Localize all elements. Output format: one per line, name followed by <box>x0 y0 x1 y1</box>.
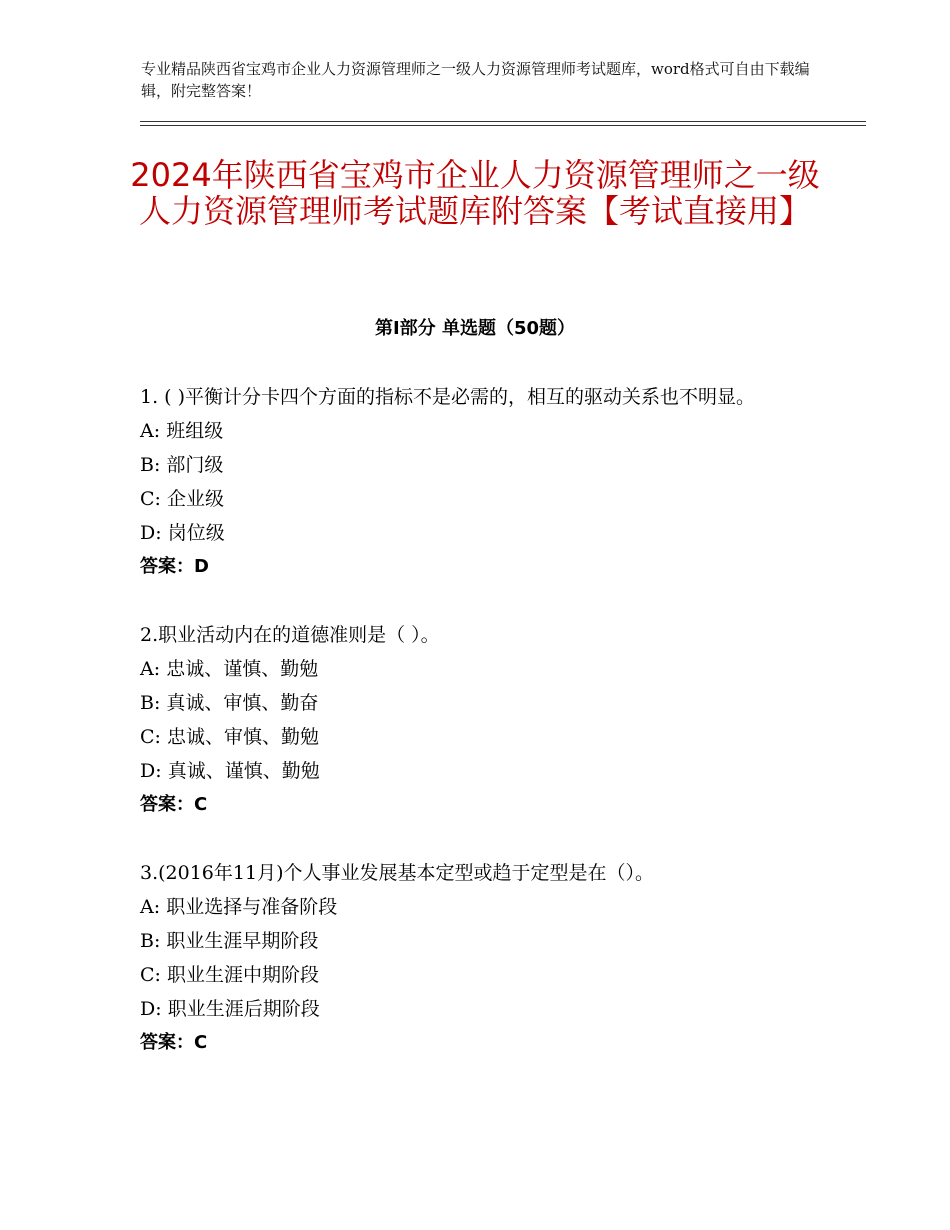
option-separator: : <box>153 896 167 918</box>
option-text: 真诚、谨慎、勤勉 <box>167 760 320 782</box>
option-text: 职业选择与准备阶段 <box>166 896 338 918</box>
option-separator: : <box>155 760 168 782</box>
question-1 <box>140 380 820 584</box>
option-letter: B <box>140 454 154 476</box>
option-text: 忠诚、谨慎、勤勉 <box>166 658 319 680</box>
option-letter: A <box>140 896 154 918</box>
option-b <box>140 924 820 958</box>
option-text: 职业生涯中期阶段 <box>167 964 320 986</box>
option-separator: : <box>154 488 167 510</box>
option-letter: D <box>140 760 156 782</box>
header-note: 专业精品陕西省宝鸡市企业人力资源管理师之一级人力资源管理师考试题库，word格式可自由下载编辑，附完整答案！ <box>141 60 810 100</box>
question-stem: 2.职业活动内在的道德准则是（ ）。 <box>140 624 440 646</box>
option-letter: C <box>140 726 155 748</box>
option-b <box>140 448 820 482</box>
option-separator: : <box>155 522 168 544</box>
option-a <box>140 414 820 448</box>
option-letter: A <box>140 658 154 680</box>
answer-line <box>140 1026 820 1060</box>
answer-label: 答案： <box>140 1032 194 1053</box>
option-letter: A <box>140 420 154 442</box>
document-title: 2024年陕西省宝鸡市企业人力资源管理师之一级人力资源管理师考试题库附答案【考试直接用】 <box>130 156 820 230</box>
option-c <box>140 720 820 754</box>
option-text: 岗位级 <box>167 522 225 544</box>
section-heading: 第Ⅰ部分 单选题（50题） <box>374 318 575 339</box>
answer-value: C <box>194 1032 208 1053</box>
question-stem: 1. ( )平衡计分卡四个方面的指标不是必需的，相互的驱动关系也不明显。 <box>140 386 756 408</box>
option-letter: D <box>140 998 156 1020</box>
option-letter: C <box>140 488 155 510</box>
option-c <box>140 958 820 992</box>
header-divider <box>140 121 866 126</box>
option-letter: B <box>140 692 154 714</box>
question-stem: 3.(2016年11月)个人事业发展基本定型或趋于定型是在（）。 <box>140 862 654 884</box>
option-letter: C <box>140 964 155 986</box>
option-text: 部门级 <box>166 454 224 476</box>
option-text: 忠诚、审慎、勤勉 <box>167 726 320 748</box>
answer-line <box>140 550 820 584</box>
option-d <box>140 754 820 788</box>
option-a <box>140 890 820 924</box>
option-separator: : <box>153 454 167 476</box>
option-b <box>140 686 820 720</box>
option-letter: B <box>140 930 154 952</box>
option-text: 真诚、审慎、勤奋 <box>166 692 319 714</box>
option-c <box>140 482 820 516</box>
option-separator: : <box>153 420 167 442</box>
option-separator: : <box>153 692 167 714</box>
option-separator: : <box>153 658 167 680</box>
option-separator: : <box>154 964 167 986</box>
option-d <box>140 992 820 1026</box>
option-d <box>140 516 820 550</box>
option-text: 职业生涯早期阶段 <box>166 930 319 952</box>
question-list <box>140 380 820 1094</box>
option-text: 企业级 <box>167 488 225 510</box>
option-separator: : <box>153 930 167 952</box>
option-a <box>140 652 820 686</box>
answer-line <box>140 788 820 822</box>
option-text: 职业生涯后期阶段 <box>167 998 320 1020</box>
question-2 <box>140 618 820 822</box>
answer-value: D <box>194 556 209 577</box>
answer-value: C <box>194 794 208 815</box>
option-text: 班组级 <box>166 420 224 442</box>
option-separator: : <box>155 998 168 1020</box>
answer-label: 答案： <box>140 556 194 577</box>
question-3 <box>140 856 820 1060</box>
option-letter: D <box>140 522 156 544</box>
answer-label: 答案： <box>140 794 194 815</box>
option-separator: : <box>154 726 167 748</box>
